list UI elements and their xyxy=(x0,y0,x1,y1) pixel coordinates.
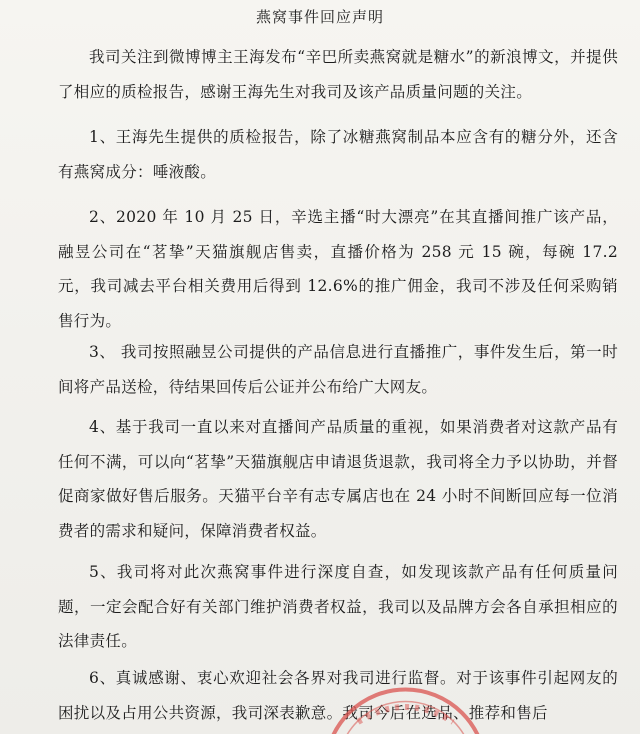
paragraph-5: 5、我司将对此次燕窝事件进行深度自查，如发现该款产品有任何质量问题，一定会配合好有关部门维护消费者权益，我司以及品牌方会各自承担相应的法律责任。 xyxy=(58,563,618,650)
paragraph-4: 4、基于我司一直以来对直播间产品质量的重视，如果消费者对这款产品有任何不满，可以向“茗挚”天猫旗舰店申请退货退款，我司将全力予以协助，并督促商家做好售后服务。天猫平台辛有志专属店也在 24 小时不间断回应每一位消费者的需求和疑问，保障消费者权益。 xyxy=(58,418,618,540)
paragraph-6: 6、真诚感谢、衷心欢迎社会各界对我司进行监督。对于该事件引起网友的困扰以及占用公共资源，我司深表歉意。我司今后在选品、推荐和售后 xyxy=(58,669,618,722)
seal-outer-ring xyxy=(326,690,486,734)
company-seal-icon xyxy=(318,682,493,734)
paragraph-intro: 我司关注到微博博主王海发布“辛巴所卖燕窝就是糖水”的新浪博文，并提供了相应的质检报告，感谢王海先生对我司及该产品质量问题的关注。 xyxy=(58,48,618,101)
paragraph-1: 1、王海先生提供的质检报告，除了冰糖燕窝制品本应含有的糖分外，还含有燕窝成分：唾液酸。 xyxy=(58,128,618,181)
paragraph-2: 2、2020 年 10 月 25 日，辛选主播“时大漂亮”在其直播间推广该产品，融昱公司在“茗挚”天猫旗舰店售卖，直播价格为 258 元 15 碗，每碗 17.2 元，我司减去平台相关费用后得到 12.6%的推广佣金，我司不涉及任何采购销售行为。 xyxy=(58,208,618,330)
document-title: 燕窝事件回应声明 xyxy=(255,8,384,26)
seal-arc-text-marks xyxy=(358,707,453,722)
paragraph-3: 3、 我司按照融昱公司提供的产品信息进行直播推广，事件发生后，第一时间将产品送检，待结果回传后公证并公布给广大网友。 xyxy=(58,343,618,396)
